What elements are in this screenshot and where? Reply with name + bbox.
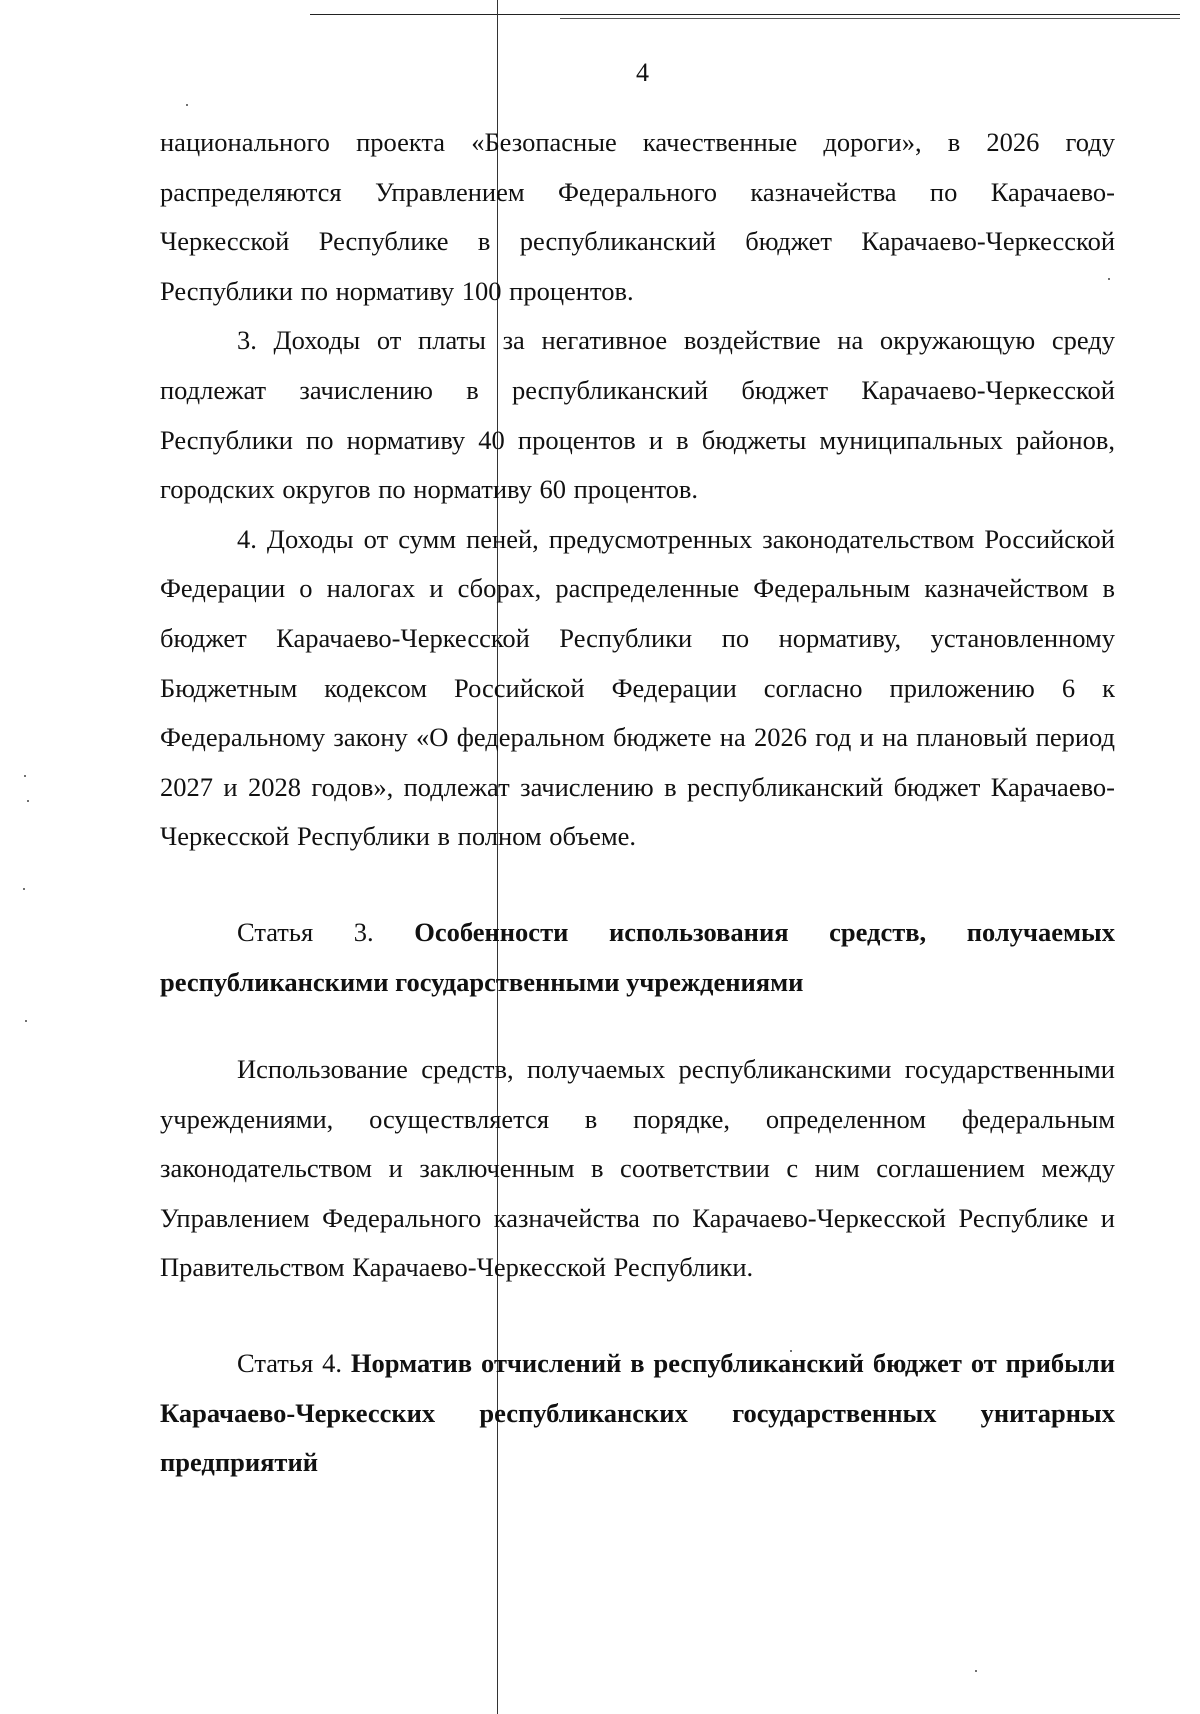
scan-speck xyxy=(975,1670,977,1672)
scan-artifact-top-line xyxy=(310,14,1180,15)
paragraph-continuation: национального проекта «Безопасные качественные дороги», в 2026 году распределяются Управлением Федерального казначейства по Карачаево-Черкесской Республике в республиканский бюджет Карачаево-Черкесской Республики по нормативу 100 процентов. xyxy=(160,127,1115,306)
article-3-label: Статья 3. xyxy=(237,916,374,947)
scan-speck xyxy=(23,888,25,890)
article-4-title: Норматив отчислений в республиканский бюджет от прибыли Карачаево-Черкесских республиканских государственных унитарных предприятий xyxy=(160,1348,1116,1478)
article-4-heading xyxy=(160,1339,1115,1488)
scan-speck xyxy=(27,800,29,802)
paragraph-item-3: 3. Доходы от платы за негативное воздействие на окружающую среду подлежат зачислению в республиканский бюджет Карачаево-Черкесской Республики по нормативу 40 процентов и в бюджеты муниципальных районов, городских округов по нормативу 60 процентов. xyxy=(160,325,1115,505)
scan-speck xyxy=(24,775,26,777)
document-body xyxy=(160,118,1115,1488)
page-number: 4 xyxy=(636,58,649,87)
paragraph-item-4: 4. Доходы от сумм пеней, предусмотренных законодательством Российской Федерации о налогах и сборах, распределенные Федеральным казначейством в бюджет Карачаево-Черкесской Республики по нормативу, установленному Бюджетным кодексом Российской Федерации согласно приложению 6 к Федеральному закону «О федеральном бюджете на 2026 год и на плановый период 2027 и 2028 годов», подлежат зачислению в республиканский бюджет Карачаево-Черкесской Республики в полном объеме. xyxy=(160,523,1115,852)
article-3-paragraph: Использование средств, получаемых республиканскими государственными учреждениями, осуществляется в порядке, определенном федеральным законодательством и заключенным в соответствии с ним соглашением между Управлением Федерального казначейства по Карачаево-Черкесской Республике и Правительством Карачаево-Черкесской Республики. xyxy=(160,1054,1115,1283)
scan-speck xyxy=(186,104,188,106)
article-4-label: Статья 4. xyxy=(237,1348,342,1379)
article-3-heading xyxy=(160,908,1115,1007)
article-3-title: Особенности использования средств, получаемых республиканскими государственными учреждениями xyxy=(160,916,1115,997)
scan-artifact-top-line-secondary xyxy=(560,18,1180,19)
scan-speck xyxy=(25,1020,27,1022)
